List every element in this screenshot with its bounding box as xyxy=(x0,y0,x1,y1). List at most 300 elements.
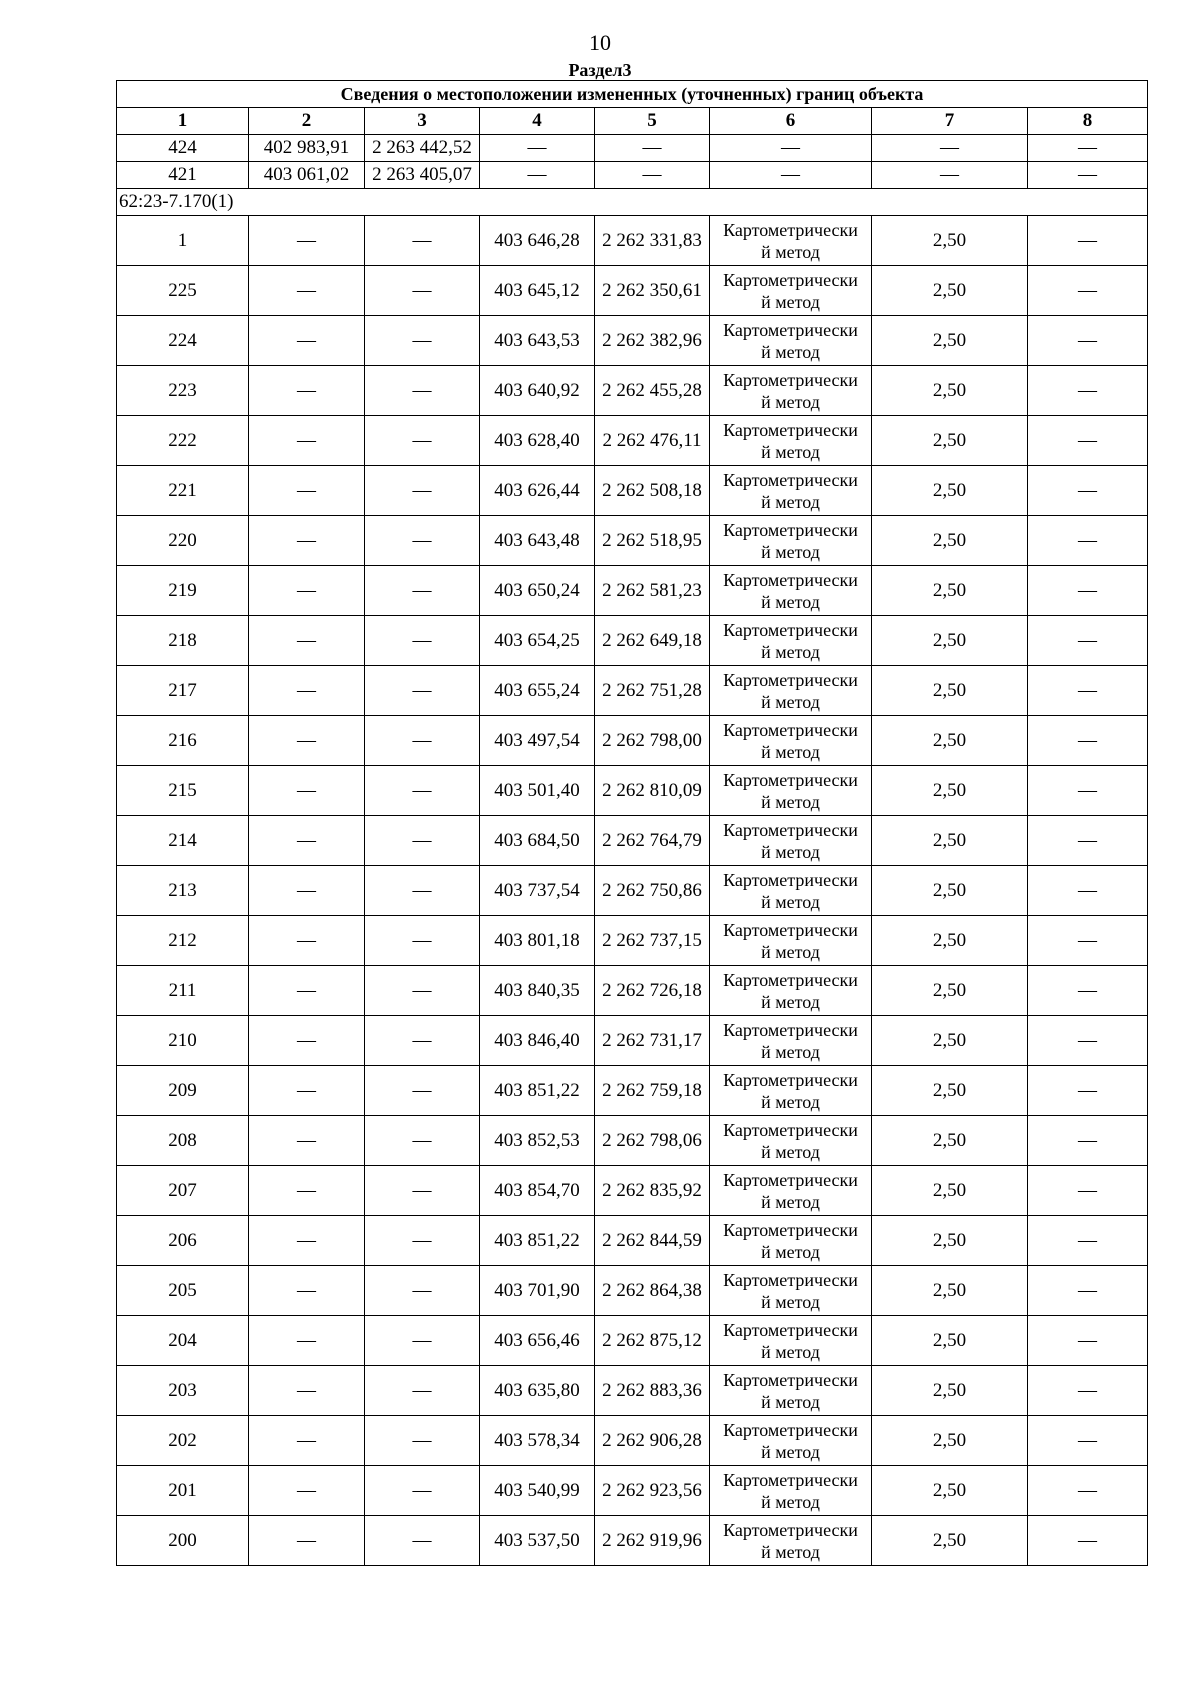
old-x: — xyxy=(249,566,365,616)
new-x: 403 540,99 xyxy=(480,1466,595,1516)
new-y: 2 262 581,23 xyxy=(595,566,710,616)
method-line: й метод xyxy=(761,1241,820,1262)
old-y: — xyxy=(365,1216,480,1266)
method xyxy=(710,1066,872,1116)
method-line: Картометрически xyxy=(723,1019,858,1040)
old-x: — xyxy=(249,666,365,716)
point-number: 206 xyxy=(117,1216,249,1266)
description: — xyxy=(1028,1316,1148,1366)
accuracy: 2,50 xyxy=(872,816,1028,866)
method xyxy=(710,766,872,816)
method-line: Картометрически xyxy=(723,1419,858,1440)
method-line: й метод xyxy=(761,291,820,312)
accuracy: 2,50 xyxy=(872,916,1028,966)
old-y: — xyxy=(365,1016,480,1066)
new-x: 403 701,90 xyxy=(480,1266,595,1316)
new-y: 2 262 331,83 xyxy=(595,216,710,266)
point-number: 222 xyxy=(117,416,249,466)
old-x: — xyxy=(249,1016,365,1066)
table-caption: Сведения о местоположении измененных (уточненных) границ объекта xyxy=(117,81,1148,108)
accuracy: 2,50 xyxy=(872,266,1028,316)
old-x: — xyxy=(249,616,365,666)
method-line: Картометрически xyxy=(723,769,858,790)
method-line: й метод xyxy=(761,1041,820,1062)
method-line: Картометрически xyxy=(723,269,858,290)
boundary-coordinates-table xyxy=(116,80,1148,1566)
method xyxy=(710,316,872,366)
method-line: й метод xyxy=(761,841,820,862)
new-x: 403 852,53 xyxy=(480,1116,595,1166)
method xyxy=(710,866,872,916)
method xyxy=(710,416,872,466)
old-y: — xyxy=(365,366,480,416)
method xyxy=(710,1266,872,1316)
section-title: Раздел3 xyxy=(568,60,632,80)
method-line: Картометрически xyxy=(723,369,858,390)
new-y: 2 262 350,61 xyxy=(595,266,710,316)
old-x: — xyxy=(249,916,365,966)
method xyxy=(710,1166,872,1216)
old-y: — xyxy=(365,766,480,816)
accuracy: 2,50 xyxy=(872,1216,1028,1266)
table-row xyxy=(117,816,1148,866)
method-line: Картометрически xyxy=(723,319,858,340)
new-x: 403 645,12 xyxy=(480,266,595,316)
description: — xyxy=(1028,1166,1148,1216)
old-y: — xyxy=(365,1366,480,1416)
old-x: — xyxy=(249,1466,365,1516)
method-line: Картометрически xyxy=(723,869,858,890)
description: — xyxy=(1028,1466,1148,1516)
new-x: 403 628,40 xyxy=(480,416,595,466)
old-y: — xyxy=(365,316,480,366)
description: — xyxy=(1028,1266,1148,1316)
method xyxy=(710,816,872,866)
old-y: — xyxy=(365,416,480,466)
new-y: 2 262 764,79 xyxy=(595,816,710,866)
table-row xyxy=(117,916,1148,966)
table-row xyxy=(117,216,1148,266)
old-y: — xyxy=(365,1266,480,1316)
method xyxy=(710,266,872,316)
old-x: — xyxy=(249,266,365,316)
method xyxy=(710,466,872,516)
column-header: 4 xyxy=(480,108,595,135)
accuracy: — xyxy=(872,135,1028,162)
point-number: 216 xyxy=(117,716,249,766)
old-x: — xyxy=(249,316,365,366)
method-line: Картометрически xyxy=(723,1069,858,1090)
column-header: 8 xyxy=(1028,108,1148,135)
method-line: Картометрически xyxy=(723,1319,858,1340)
accuracy: 2,50 xyxy=(872,1366,1028,1416)
table-row xyxy=(117,1066,1148,1116)
column-header: 3 xyxy=(365,108,480,135)
table-row xyxy=(117,966,1148,1016)
method xyxy=(710,1516,872,1566)
method xyxy=(710,1366,872,1416)
method-line: й метод xyxy=(761,241,820,262)
accuracy: 2,50 xyxy=(872,666,1028,716)
accuracy: 2,50 xyxy=(872,716,1028,766)
old-x: — xyxy=(249,1216,365,1266)
old-x: — xyxy=(249,1066,365,1116)
description: — xyxy=(1028,416,1148,466)
method xyxy=(710,666,872,716)
old-y: — xyxy=(365,1466,480,1516)
accuracy: 2,50 xyxy=(872,1016,1028,1066)
method-line: Картометрически xyxy=(723,219,858,240)
table-row xyxy=(117,716,1148,766)
old-x: — xyxy=(249,716,365,766)
description: — xyxy=(1028,766,1148,816)
point-number: 202 xyxy=(117,1416,249,1466)
old-y: — xyxy=(365,516,480,566)
old-y: — xyxy=(365,566,480,616)
new-x: 403 851,22 xyxy=(480,1066,595,1116)
old-y: — xyxy=(365,1116,480,1166)
new-y: 2 262 476,11 xyxy=(595,416,710,466)
table-row xyxy=(117,866,1148,916)
new-y: 2 262 875,12 xyxy=(595,1316,710,1366)
old-x: — xyxy=(249,1416,365,1466)
description: — xyxy=(1028,1416,1148,1466)
new-y: 2 262 455,28 xyxy=(595,366,710,416)
method-line: Картометрически xyxy=(723,419,858,440)
table-row xyxy=(117,162,1148,189)
method xyxy=(710,916,872,966)
method xyxy=(710,216,872,266)
accuracy: 2,50 xyxy=(872,516,1028,566)
method-line: й метод xyxy=(761,1091,820,1112)
method-line: й метод xyxy=(761,1341,820,1362)
old-x: — xyxy=(249,216,365,266)
new-x: 403 578,34 xyxy=(480,1416,595,1466)
accuracy: 2,50 xyxy=(872,1316,1028,1366)
method-line: й метод xyxy=(761,641,820,662)
point-number: 215 xyxy=(117,766,249,816)
accuracy: 2,50 xyxy=(872,1516,1028,1566)
new-y: 2 262 923,56 xyxy=(595,1466,710,1516)
column-header: 5 xyxy=(595,108,710,135)
new-x: 403 737,54 xyxy=(480,866,595,916)
method-line: Картометрически xyxy=(723,569,858,590)
old-y: — xyxy=(365,216,480,266)
description: — xyxy=(1028,1066,1148,1116)
old-x: — xyxy=(249,816,365,866)
old-x: — xyxy=(249,866,365,916)
new-y: — xyxy=(595,135,710,162)
point-number: 205 xyxy=(117,1266,249,1316)
table-row xyxy=(117,316,1148,366)
column-numbers-row xyxy=(117,108,1148,135)
accuracy: 2,50 xyxy=(872,1416,1028,1466)
old-x: — xyxy=(249,1516,365,1566)
point-number: 224 xyxy=(117,316,249,366)
new-y: 2 262 864,38 xyxy=(595,1266,710,1316)
old-y: — xyxy=(365,966,480,1016)
column-header: 7 xyxy=(872,108,1028,135)
method-line: Картометрически xyxy=(723,1519,858,1540)
description: — xyxy=(1028,966,1148,1016)
point-number: 212 xyxy=(117,916,249,966)
old-x: — xyxy=(249,1316,365,1366)
method-line: й метод xyxy=(761,391,820,412)
old-x: — xyxy=(249,1166,365,1216)
method-line: Картометрически xyxy=(723,519,858,540)
accuracy: 2,50 xyxy=(872,216,1028,266)
new-y: 2 262 737,15 xyxy=(595,916,710,966)
accuracy: 2,50 xyxy=(872,966,1028,1016)
new-y: 2 262 798,06 xyxy=(595,1116,710,1166)
description: — xyxy=(1028,1516,1148,1566)
new-x: 403 854,70 xyxy=(480,1166,595,1216)
new-y: 2 262 798,00 xyxy=(595,716,710,766)
old-y: — xyxy=(365,666,480,716)
page-number: 10 xyxy=(589,30,611,55)
accuracy: 2,50 xyxy=(872,1066,1028,1116)
method-line: й метод xyxy=(761,691,820,712)
method xyxy=(710,1466,872,1516)
accuracy: 2,50 xyxy=(872,366,1028,416)
point-number: 1 xyxy=(117,216,249,266)
new-x: 403 846,40 xyxy=(480,1016,595,1066)
method xyxy=(710,1016,872,1066)
group-label: 62:23-7.170(1) xyxy=(117,189,1148,216)
accuracy: 2,50 xyxy=(872,1116,1028,1166)
method-line: Картометрически xyxy=(723,1219,858,1240)
point-number: 214 xyxy=(117,816,249,866)
method-line: Картометрически xyxy=(723,669,858,690)
accuracy: 2,50 xyxy=(872,466,1028,516)
new-x: 403 537,50 xyxy=(480,1516,595,1566)
method-line: й метод xyxy=(761,541,820,562)
method-line: Картометрически xyxy=(723,1119,858,1140)
new-x: 403 635,80 xyxy=(480,1366,595,1416)
table-row xyxy=(117,1416,1148,1466)
group-label-row xyxy=(117,189,1148,216)
method-line: й метод xyxy=(761,791,820,812)
method xyxy=(710,716,872,766)
new-x: 403 646,28 xyxy=(480,216,595,266)
point-number: 221 xyxy=(117,466,249,516)
method-line: Картометрически xyxy=(723,619,858,640)
old-x: — xyxy=(249,766,365,816)
point-number: 209 xyxy=(117,1066,249,1116)
old-x: — xyxy=(249,466,365,516)
table-row xyxy=(117,266,1148,316)
description: — xyxy=(1028,466,1148,516)
method-line: й метод xyxy=(761,591,820,612)
table-row xyxy=(117,466,1148,516)
new-y: 2 262 835,92 xyxy=(595,1166,710,1216)
new-x: 403 851,22 xyxy=(480,1216,595,1266)
description: — xyxy=(1028,1216,1148,1266)
point-number: 211 xyxy=(117,966,249,1016)
old-x: 402 983,91 xyxy=(249,135,365,162)
method xyxy=(710,566,872,616)
description: — xyxy=(1028,666,1148,716)
method xyxy=(710,1416,872,1466)
new-x: 403 656,46 xyxy=(480,1316,595,1366)
method: — xyxy=(710,135,872,162)
old-y: — xyxy=(365,716,480,766)
table-row xyxy=(117,1316,1148,1366)
table-row xyxy=(117,1166,1148,1216)
description: — xyxy=(1028,366,1148,416)
description: — xyxy=(1028,716,1148,766)
point-number: 225 xyxy=(117,266,249,316)
old-y: — xyxy=(365,1516,480,1566)
point-number: 421 xyxy=(117,162,249,189)
new-y: 2 262 508,18 xyxy=(595,466,710,516)
old-y: — xyxy=(365,816,480,866)
description: — xyxy=(1028,816,1148,866)
method-line: Картометрически xyxy=(723,1469,858,1490)
table-row xyxy=(117,666,1148,716)
old-y: — xyxy=(365,916,480,966)
table-row xyxy=(117,1116,1148,1166)
point-number: 208 xyxy=(117,1116,249,1166)
method-line: Картометрически xyxy=(723,969,858,990)
new-y: 2 262 750,86 xyxy=(595,866,710,916)
new-y: 2 262 751,28 xyxy=(595,666,710,716)
table-row xyxy=(117,766,1148,816)
description: — xyxy=(1028,866,1148,916)
new-x: 403 840,35 xyxy=(480,966,595,1016)
method-line: й метод xyxy=(761,1441,820,1462)
table-row xyxy=(117,1216,1148,1266)
description: — xyxy=(1028,316,1148,366)
table-row xyxy=(117,1266,1148,1316)
new-x: 403 654,25 xyxy=(480,616,595,666)
new-x: — xyxy=(480,135,595,162)
method xyxy=(710,1116,872,1166)
old-x: — xyxy=(249,1366,365,1416)
new-y: 2 262 759,18 xyxy=(595,1066,710,1116)
point-number: 204 xyxy=(117,1316,249,1366)
table-row xyxy=(117,135,1148,162)
table-row xyxy=(117,416,1148,466)
table-row xyxy=(117,1016,1148,1066)
description: — xyxy=(1028,266,1148,316)
table-row xyxy=(117,1466,1148,1516)
method-line: й метод xyxy=(761,1391,820,1412)
description: — xyxy=(1028,516,1148,566)
method-line: й метод xyxy=(761,1491,820,1512)
new-x: 403 801,18 xyxy=(480,916,595,966)
new-x: 403 655,24 xyxy=(480,666,595,716)
table-row xyxy=(117,1366,1148,1416)
old-y: 2 263 405,07 xyxy=(365,162,480,189)
old-x: — xyxy=(249,416,365,466)
new-y: 2 262 844,59 xyxy=(595,1216,710,1266)
point-number: 213 xyxy=(117,866,249,916)
accuracy: 2,50 xyxy=(872,866,1028,916)
method-line: й метод xyxy=(761,1141,820,1162)
old-x: — xyxy=(249,966,365,1016)
method xyxy=(710,1216,872,1266)
method-line: Картометрически xyxy=(723,1269,858,1290)
new-y: — xyxy=(595,162,710,189)
old-y: — xyxy=(365,466,480,516)
point-number: 223 xyxy=(117,366,249,416)
column-header: 6 xyxy=(710,108,872,135)
new-y: 2 262 382,96 xyxy=(595,316,710,366)
method-line: й метод xyxy=(761,991,820,1012)
method-line: Картометрически xyxy=(723,919,858,940)
method-line: й метод xyxy=(761,1541,820,1562)
table-row xyxy=(117,616,1148,666)
method: — xyxy=(710,162,872,189)
old-y: — xyxy=(365,1416,480,1466)
point-number: 201 xyxy=(117,1466,249,1516)
accuracy: 2,50 xyxy=(872,316,1028,366)
point-number: 207 xyxy=(117,1166,249,1216)
method-line: й метод xyxy=(761,741,820,762)
table-row xyxy=(117,566,1148,616)
new-x: 403 684,50 xyxy=(480,816,595,866)
old-x: — xyxy=(249,516,365,566)
accuracy: 2,50 xyxy=(872,1166,1028,1216)
method xyxy=(710,1316,872,1366)
new-x: 403 650,24 xyxy=(480,566,595,616)
method-line: й метод xyxy=(761,1191,820,1212)
old-x: 403 061,02 xyxy=(249,162,365,189)
new-x: 403 501,40 xyxy=(480,766,595,816)
column-header: 2 xyxy=(249,108,365,135)
method xyxy=(710,366,872,416)
point-number: 203 xyxy=(117,1366,249,1416)
method-line: й метод xyxy=(761,891,820,912)
method-line: й метод xyxy=(761,1291,820,1312)
new-x: 403 643,48 xyxy=(480,516,595,566)
description: — xyxy=(1028,616,1148,666)
description: — xyxy=(1028,1116,1148,1166)
description: — xyxy=(1028,216,1148,266)
method-line: й метод xyxy=(761,441,820,462)
accuracy: — xyxy=(872,162,1028,189)
old-y: — xyxy=(365,616,480,666)
new-y: 2 262 518,95 xyxy=(595,516,710,566)
new-y: 2 262 883,36 xyxy=(595,1366,710,1416)
description: — xyxy=(1028,162,1148,189)
description: — xyxy=(1028,566,1148,616)
table-row xyxy=(117,366,1148,416)
description: — xyxy=(1028,135,1148,162)
old-y: — xyxy=(365,266,480,316)
method-line: й метод xyxy=(761,341,820,362)
new-x: 403 497,54 xyxy=(480,716,595,766)
point-number: 218 xyxy=(117,616,249,666)
column-header: 1 xyxy=(117,108,249,135)
description: — xyxy=(1028,1016,1148,1066)
point-number: 200 xyxy=(117,1516,249,1566)
point-number: 217 xyxy=(117,666,249,716)
old-y: — xyxy=(365,1066,480,1116)
new-y: 2 262 906,28 xyxy=(595,1416,710,1466)
new-y: 2 262 726,18 xyxy=(595,966,710,1016)
old-y: 2 263 442,52 xyxy=(365,135,480,162)
point-number: 210 xyxy=(117,1016,249,1066)
new-y: 2 262 810,09 xyxy=(595,766,710,816)
new-y: 2 262 731,17 xyxy=(595,1016,710,1066)
new-x: 403 643,53 xyxy=(480,316,595,366)
point-number: 424 xyxy=(117,135,249,162)
method-line: Картометрически xyxy=(723,819,858,840)
method xyxy=(710,966,872,1016)
description: — xyxy=(1028,916,1148,966)
